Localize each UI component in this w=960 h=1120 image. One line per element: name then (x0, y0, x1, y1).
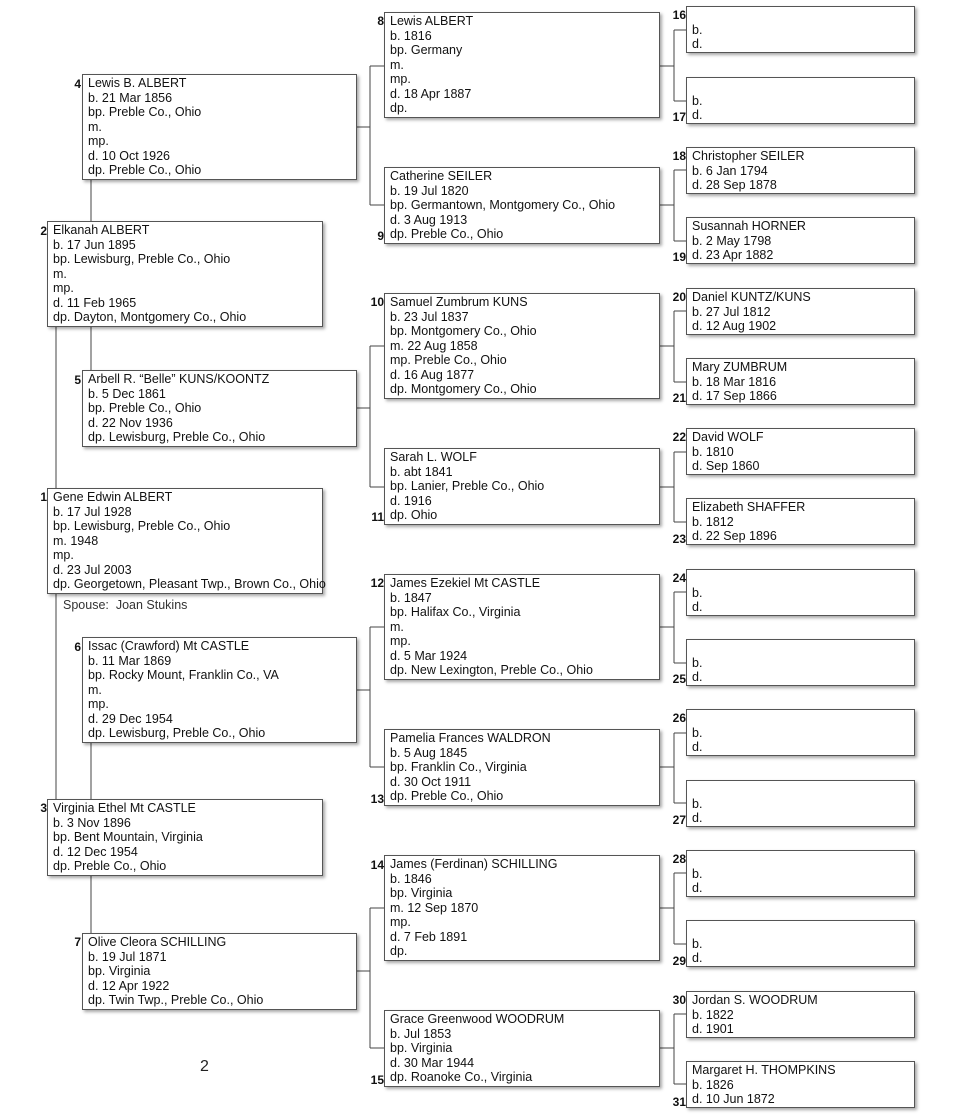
birth-date: b. 21 Mar 1856 (88, 90, 173, 105)
ancestor-number: 29 (672, 954, 686, 968)
person-box-27[interactable] (686, 780, 915, 827)
death-place: dp. (390, 101, 408, 115)
birth-date: b. (692, 936, 703, 951)
person-box-11[interactable] (384, 448, 660, 525)
person-name: Christopher SEILER (692, 149, 805, 163)
birth-place: bp. Franklin Co., Virginia (390, 760, 527, 774)
person-box-20[interactable] (686, 288, 915, 335)
death-date: d. 29 Dec 1954 (88, 711, 173, 726)
person-name: Elizabeth SHAFFER (692, 500, 806, 514)
birth-date: b. 18 Mar 1816 (692, 374, 777, 389)
birth-date: b. 17 Jul 1928 (53, 504, 132, 519)
person-name (692, 922, 909, 937)
death-place: dp. Dayton, Montgomery Co., Ohio (53, 310, 247, 324)
person-box-26[interactable] (686, 709, 915, 756)
ancestor-number: 10 (370, 295, 384, 309)
person-name (692, 8, 909, 23)
ancestor-number: 31 (672, 1095, 686, 1109)
person-box-9[interactable] (384, 167, 660, 244)
death-date: d. (692, 108, 703, 122)
ancestor-number: 12 (370, 576, 384, 590)
person-name: James Ezekiel Mt CASTLE (390, 576, 541, 590)
person-box-29[interactable] (686, 920, 915, 967)
death-place: dp. Preble Co., Ohio (88, 163, 202, 177)
ancestor-number: 25 (672, 672, 686, 686)
birth-date: b. 27 Jul 1812 (692, 304, 771, 319)
person-box-12[interactable] (384, 574, 660, 680)
ancestor-number: 21 (672, 391, 686, 405)
birth-date: b. 1816 (390, 28, 432, 43)
birth-place: bp. Lewisburg, Preble Co., Ohio (53, 252, 231, 266)
person-box-3[interactable] (47, 799, 323, 876)
marriage-date: m. (88, 682, 102, 697)
person-name: Issac (Crawford) Mt CASTLE (88, 639, 250, 653)
person-box-16[interactable] (686, 6, 915, 53)
birth-date: b. 11 Mar 1869 (88, 653, 172, 668)
marriage-date: m. 1948 (53, 533, 99, 548)
death-place: dp. Lewisburg, Preble Co., Ohio (88, 726, 266, 740)
birth-date: b. (692, 585, 703, 600)
death-place: dp. Roanoke Co., Virginia (390, 1070, 533, 1084)
person-name (692, 79, 909, 94)
death-date: d. 28 Sep 1878 (692, 178, 777, 192)
marriage-date: m. 22 Aug 1858 (390, 338, 478, 353)
death-place: dp. New Lexington, Preble Co., Ohio (390, 663, 593, 677)
death-place: dp. Twin Twp., Preble Co., Ohio (88, 993, 264, 1007)
ancestor-number: 13 (370, 792, 384, 806)
ancestor-number: 20 (672, 290, 686, 304)
ancestor-number: 8 (377, 14, 384, 28)
ancestor-number: 1 (40, 490, 47, 504)
person-box-30[interactable] (686, 991, 915, 1038)
ancestor-number: 27 (672, 813, 686, 827)
person-name: Gene Edwin ALBERT (53, 490, 173, 504)
death-place: dp. Preble Co., Ohio (53, 859, 167, 873)
marriage-place: mp. (390, 915, 411, 929)
death-date: d. 23 Jul 2003 (53, 562, 132, 577)
marriage-place: mp. (88, 134, 109, 148)
ancestor-number: 26 (672, 711, 686, 725)
death-date: d. 22 Sep 1896 (692, 529, 777, 543)
ancestor-number: 14 (370, 858, 384, 872)
person-name: Daniel KUNTZ/KUNS (692, 290, 811, 304)
person-box-21[interactable] (686, 358, 915, 405)
birth-date: b. abt 1841 (390, 464, 453, 479)
marriage-place: mp. (53, 281, 74, 295)
death-date: d. 12 Apr 1922 (88, 978, 170, 993)
death-date: d. (692, 37, 703, 51)
ancestor-number: 28 (672, 852, 686, 866)
person-box-31[interactable] (686, 1061, 915, 1108)
birth-date: b. 6 Jan 1794 (692, 163, 768, 178)
person-box-14[interactable] (384, 855, 660, 961)
marriage-date: m. (390, 57, 404, 72)
birth-place: bp. Preble Co., Ohio (88, 105, 202, 119)
marriage-place: mp. (390, 634, 411, 648)
ancestor-number: 2 (40, 224, 47, 238)
marriage-place: mp. (53, 548, 74, 562)
ancestor-number: 23 (672, 532, 686, 546)
ancestor-number: 19 (672, 250, 686, 264)
marriage-date: m. (53, 266, 67, 281)
person-box-8[interactable] (384, 12, 660, 118)
ancestor-number: 4 (74, 77, 81, 91)
death-date: d. 3 Aug 1913 (390, 212, 468, 227)
birth-date: b. 1822 (692, 1007, 734, 1022)
person-box-7[interactable] (82, 933, 357, 1010)
person-name: Lewis B. ALBERT (88, 76, 187, 90)
birth-date: b. 23 Jul 1837 (390, 309, 469, 324)
ancestor-number: 3 (40, 801, 47, 815)
birth-date: b. 1810 (692, 444, 734, 459)
death-date: d. Sep 1860 (692, 459, 760, 473)
birth-date: b. 3 Nov 1896 (53, 815, 131, 830)
person-box-24[interactable] (686, 569, 915, 616)
ancestor-number: 22 (672, 430, 686, 444)
death-date: d. 18 Apr 1887 (390, 86, 472, 101)
birth-date: b. (692, 93, 703, 108)
death-date: d. (692, 881, 703, 895)
death-date: d. (692, 600, 703, 614)
person-box-17[interactable] (686, 77, 915, 124)
ancestor-number: 16 (672, 8, 686, 22)
death-date: d. 30 Mar 1944 (390, 1055, 475, 1070)
person-box-25[interactable] (686, 639, 915, 686)
person-box-19[interactable] (686, 217, 915, 264)
death-date: d. 16 Aug 1877 (390, 367, 475, 382)
person-name (692, 711, 909, 726)
birth-date: b. (692, 22, 703, 37)
death-date: d. (692, 670, 703, 684)
person-box-4[interactable] (82, 74, 357, 180)
death-date: d. 23 Apr 1882 (692, 248, 774, 262)
birth-place: bp. Rocky Mount, Franklin Co., VA (88, 668, 279, 682)
birth-place: bp. Germany (390, 43, 463, 57)
death-place: dp. Preble Co., Ohio (390, 789, 504, 803)
person-name: Pamelia Frances WALDRON (390, 731, 551, 745)
birth-date: b. (692, 866, 703, 881)
ancestor-number: 5 (74, 373, 81, 387)
death-place: dp. Ohio (390, 508, 438, 522)
birth-date: b. 17 Jun 1895 (53, 237, 136, 252)
person-box-1[interactable] (47, 488, 326, 594)
marriage-place: mp. Preble Co., Ohio (390, 353, 507, 367)
birth-date: b. 19 Jul 1871 (88, 949, 167, 964)
person-name: Catherine SEILER (390, 169, 493, 183)
death-date: d. 12 Dec 1954 (53, 844, 138, 859)
person-box-5[interactable] (82, 370, 357, 447)
birth-date: b. (692, 796, 703, 811)
person-box-15[interactable] (384, 1010, 660, 1087)
ancestor-number: 17 (672, 110, 686, 124)
ancestor-number: 30 (672, 993, 686, 1007)
birth-place: bp. Lewisburg, Preble Co., Ohio (53, 519, 231, 533)
death-date: d. 7 Feb 1891 (390, 929, 468, 944)
person-name (692, 641, 909, 656)
person-name (692, 852, 909, 867)
person-box-18[interactable] (686, 147, 915, 194)
death-date: d. 17 Sep 1866 (692, 389, 777, 403)
ancestor-number: 7 (74, 935, 81, 949)
person-name: Susannah HORNER (692, 219, 806, 233)
person-name: Arbell R. “Belle” KUNS/KOONTZ (88, 372, 270, 386)
death-date: d. (692, 951, 703, 965)
person-box-10[interactable] (384, 293, 660, 399)
birth-date: b. 1812 (692, 514, 734, 529)
birth-place: bp. Virginia (390, 886, 453, 900)
ancestor-number: 11 (371, 510, 384, 524)
birth-place: bp. Virginia (390, 1041, 453, 1055)
death-date: d. 1916 (390, 493, 432, 508)
birth-place: bp. Bent Mountain, Virginia (53, 830, 203, 844)
person-name: Olive Cleora SCHILLING (88, 935, 227, 949)
birth-date: b. 1847 (390, 590, 432, 605)
person-name: Elkanah ALBERT (53, 223, 150, 237)
death-date: d. 10 Jun 1872 (692, 1092, 775, 1106)
birth-place: bp. Montgomery Co., Ohio (390, 324, 537, 338)
death-date: d. (692, 811, 703, 825)
spouse-line (63, 598, 187, 612)
death-date: d. 30 Oct 1911 (390, 774, 472, 789)
person-name: David WOLF (692, 430, 764, 444)
death-place: dp. Preble Co., Ohio (390, 227, 504, 241)
death-date: d. 5 Mar 1924 (390, 648, 468, 663)
person-name: Mary ZUMBRUM (692, 360, 788, 374)
person-name: Virginia Ethel Mt CASTLE (53, 801, 196, 815)
birth-date: b. 2 May 1798 (692, 233, 772, 248)
person-name: Jordan S. WOODRUM (692, 993, 818, 1007)
death-date: d. 1901 (692, 1022, 734, 1036)
person-name: Sarah L. WOLF (390, 450, 477, 464)
person-name: James (Ferdinan) SCHILLING (390, 857, 558, 871)
person-box-22[interactable] (686, 428, 915, 475)
death-date: d. (692, 740, 703, 754)
birth-date: b. 1846 (390, 871, 432, 886)
person-name: Margaret H. THOMPKINS (692, 1063, 836, 1077)
spouse-name: Joan Stukins (115, 598, 188, 612)
marriage-place: mp. (390, 72, 411, 86)
person-name (692, 571, 909, 586)
birth-date: b. 5 Aug 1845 (390, 745, 468, 760)
death-date: d. 12 Aug 1902 (692, 319, 777, 333)
death-place: dp. Georgetown, Pleasant Twp., Brown Co., Ohio (53, 577, 326, 591)
person-box-13[interactable] (384, 729, 660, 806)
marriage-date: m. 12 Sep 1870 (390, 900, 479, 915)
birth-place: bp. Halifax Co., Virginia (390, 605, 521, 619)
marriage-place: mp. (88, 697, 109, 711)
person-box-28[interactable] (686, 850, 915, 897)
birth-place: bp. Preble Co., Ohio (88, 401, 202, 415)
birth-date: b. 19 Jul 1820 (390, 183, 469, 198)
person-box-2[interactable] (47, 221, 323, 327)
death-date: d. 11 Feb 1965 (53, 295, 137, 310)
birth-date: b. (692, 725, 703, 740)
death-date: d. 10 Oct 1926 (88, 148, 171, 163)
ancestor-number: 24 (672, 571, 686, 585)
person-name: Samuel Zumbrum KUNS (390, 295, 528, 309)
birth-place: bp. Virginia (88, 964, 151, 978)
person-box-23[interactable] (686, 498, 915, 545)
page-number: 2 (200, 1058, 209, 1075)
birth-date: b. (692, 655, 703, 670)
marriage-date: m. (88, 119, 102, 134)
birth-date: b. Jul 1853 (390, 1026, 452, 1041)
birth-place: bp. Germantown, Montgomery Co., Ohio (390, 198, 616, 212)
death-date: d. 22 Nov 1936 (88, 415, 173, 430)
person-name: Lewis ALBERT (390, 14, 474, 28)
ancestor-number: 15 (370, 1073, 384, 1087)
death-place: dp. Montgomery Co., Ohio (390, 382, 537, 396)
spouse-label: Spouse: (63, 598, 109, 612)
person-name (692, 782, 909, 797)
death-place: dp. (390, 944, 408, 958)
person-name: Grace Greenwood WOODRUM (390, 1012, 565, 1026)
death-place: dp. Lewisburg, Preble Co., Ohio (88, 430, 266, 444)
ancestor-number: 6 (74, 640, 81, 654)
ancestor-number: 9 (377, 229, 384, 243)
birth-date: b. 1826 (692, 1077, 734, 1092)
birth-place: bp. Lanier, Preble Co., Ohio (390, 479, 545, 493)
person-box-6[interactable] (82, 637, 357, 743)
ancestor-number: 18 (672, 149, 686, 163)
birth-date: b. 5 Dec 1861 (88, 386, 166, 401)
marriage-date: m. (390, 619, 404, 634)
